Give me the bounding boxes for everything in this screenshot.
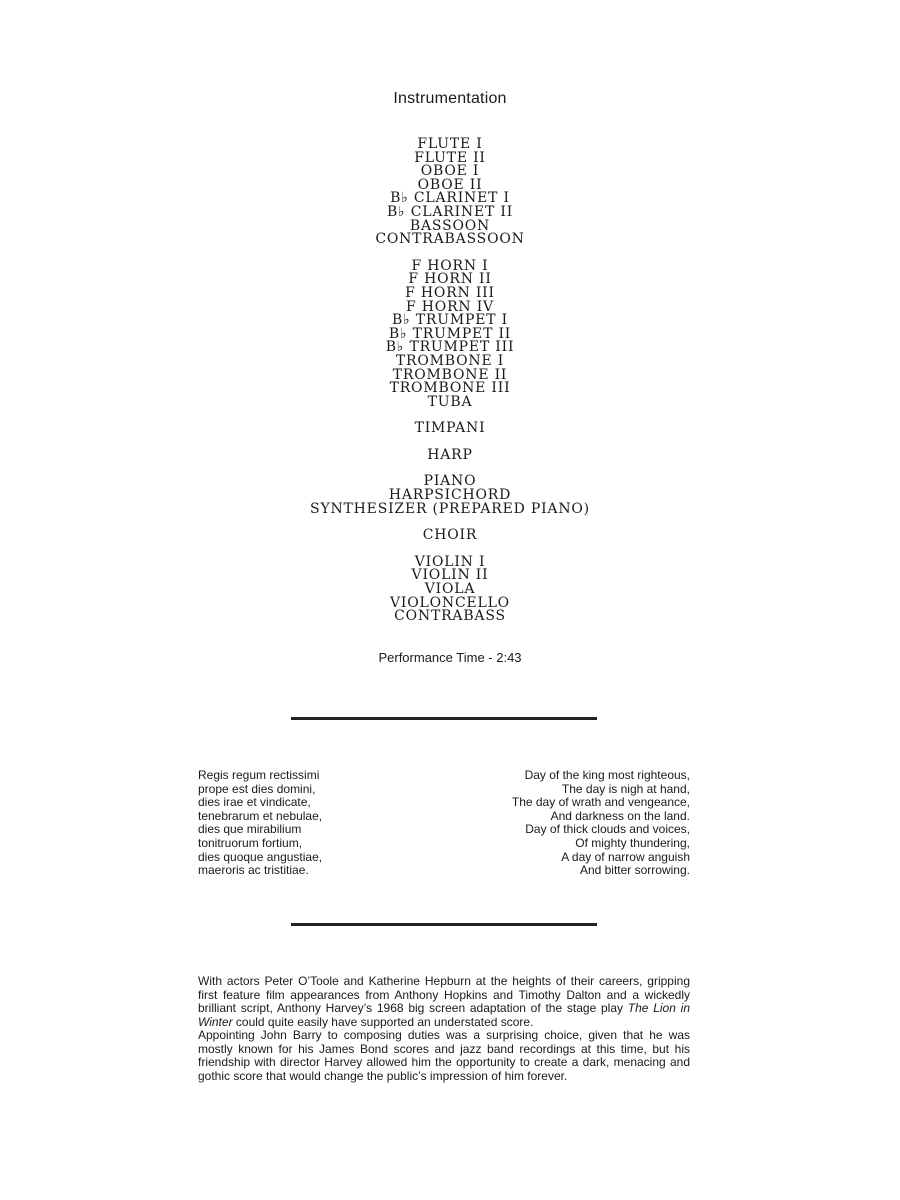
instrument-item: B♭ TRUMPET II xyxy=(388,325,512,342)
brass-group xyxy=(0,257,900,410)
lyric-line: The day of wrath and vengeance, xyxy=(511,795,690,810)
instrument-item: FLUTE I xyxy=(417,136,483,152)
woodwinds-group xyxy=(0,138,900,247)
instrument-item: SYNTHESIZER (PREPARED PIANO) xyxy=(310,500,590,517)
instrument-item: B♭ CLARINET I xyxy=(390,190,510,207)
choir-group xyxy=(0,529,900,543)
instrument-item: TIMPANI xyxy=(414,420,486,437)
instrument-item: F HORN IV xyxy=(406,298,494,315)
performance-time: Performance Time - 2:43 xyxy=(378,650,522,665)
instrument-item: FLUTE II xyxy=(414,149,486,166)
instrument-item: VIOLA xyxy=(424,581,476,598)
instrument-item: CONTRABASS xyxy=(394,608,506,625)
lyric-line: And bitter sorrowing. xyxy=(579,863,690,878)
lyric-line: tenebrarum et nebulae, xyxy=(198,808,323,823)
lyrics-latin xyxy=(198,769,448,878)
instrument-item: TUBA xyxy=(427,393,473,410)
lyric-line: prope est dies domini, xyxy=(198,781,316,796)
instrument-item: F HORN III xyxy=(405,284,495,301)
instrument-item: B♭ CLARINET II xyxy=(386,203,514,220)
lyric-line: A day of narrow anguish xyxy=(561,849,690,864)
instrument-item: BASSOON xyxy=(409,217,491,234)
lyric-line: Day of thick clouds and voices, xyxy=(525,822,690,837)
page-title: Instrumentation xyxy=(393,90,507,107)
divider-top xyxy=(291,717,597,720)
notes-paragraph-1 xyxy=(198,975,690,1029)
instrument-item: F HORN II xyxy=(408,271,492,288)
instrument-item: TROMBONE I xyxy=(395,352,505,369)
keyboards-group xyxy=(0,475,900,516)
notes-text: could quite easily have supported an understated score. xyxy=(232,1014,534,1029)
harp-group xyxy=(0,446,900,463)
lyric-line: tonitruorum fortium, xyxy=(198,835,303,850)
lyric-line: dies quoque angustiae, xyxy=(198,849,323,864)
instrument-item: TROMBONE II xyxy=(392,366,508,383)
instrument-item: TROMBONE III xyxy=(389,380,511,397)
instrument-item: B♭ TRUMPET I xyxy=(392,312,508,329)
lyric-line: maeroris ac tristitiae. xyxy=(198,863,309,878)
lyrics-english xyxy=(440,769,690,878)
instrument-item: VIOLONCELLO xyxy=(390,594,510,611)
program-notes xyxy=(198,975,690,1083)
instrument-item: OBOE II xyxy=(417,176,483,193)
instrument-item: HARP xyxy=(427,446,473,463)
film-title: The Lion in Winter xyxy=(198,1001,691,1029)
instrument-item: HARPSICHORD xyxy=(388,487,512,504)
instrument-item: VIOLIN I xyxy=(414,553,486,570)
instrument-item: VIOLIN II xyxy=(411,567,489,584)
lyric-line: Of mighty thundering, xyxy=(575,835,690,850)
instrument-item: CONTRABASSOON xyxy=(375,231,525,248)
lyric-line: The day is nigh at hand, xyxy=(561,781,690,796)
lyric-line: dies irae et vindicate, xyxy=(198,795,311,810)
notes-text: With actors Peter O’Toole and Katherine Hepburn at the heights of their careers, gripping first feature film appearances from Anthony Hopkins and Timothy Dalton and a wickedly brilliant script, Anthony Harvey’s 1968 big screen adaptation of the stage play xyxy=(198,974,690,1015)
instrument-item: CHOIR xyxy=(422,527,478,544)
lyric-line: And darkness on the land. xyxy=(550,808,690,823)
lyric-line: Regis regum rectissimi xyxy=(198,768,320,782)
instrument-item: OBOE I xyxy=(420,163,480,180)
divider-bottom xyxy=(291,923,597,926)
instrument-item: B♭ TRUMPET III xyxy=(385,339,515,356)
notes-paragraph-2: Appointing John Barry to composing duties was a surprising choice, given that he was mostly known for his James Bond scores and jazz band recordings at this time, but his friendship with director Harvey allowed him the opportunity to create a dark, menacing and gothic score that would change the public’s impression of him forever. xyxy=(198,1028,690,1083)
timpani-group xyxy=(0,422,900,436)
instrument-item: F HORN I xyxy=(411,257,489,274)
lyric-line: Day of the king most righteous, xyxy=(524,768,690,782)
instrument-item: PIANO xyxy=(423,473,477,490)
strings-group xyxy=(0,553,900,625)
lyric-line: dies que mirabilium xyxy=(198,822,302,837)
instrumentation-list xyxy=(0,138,900,637)
